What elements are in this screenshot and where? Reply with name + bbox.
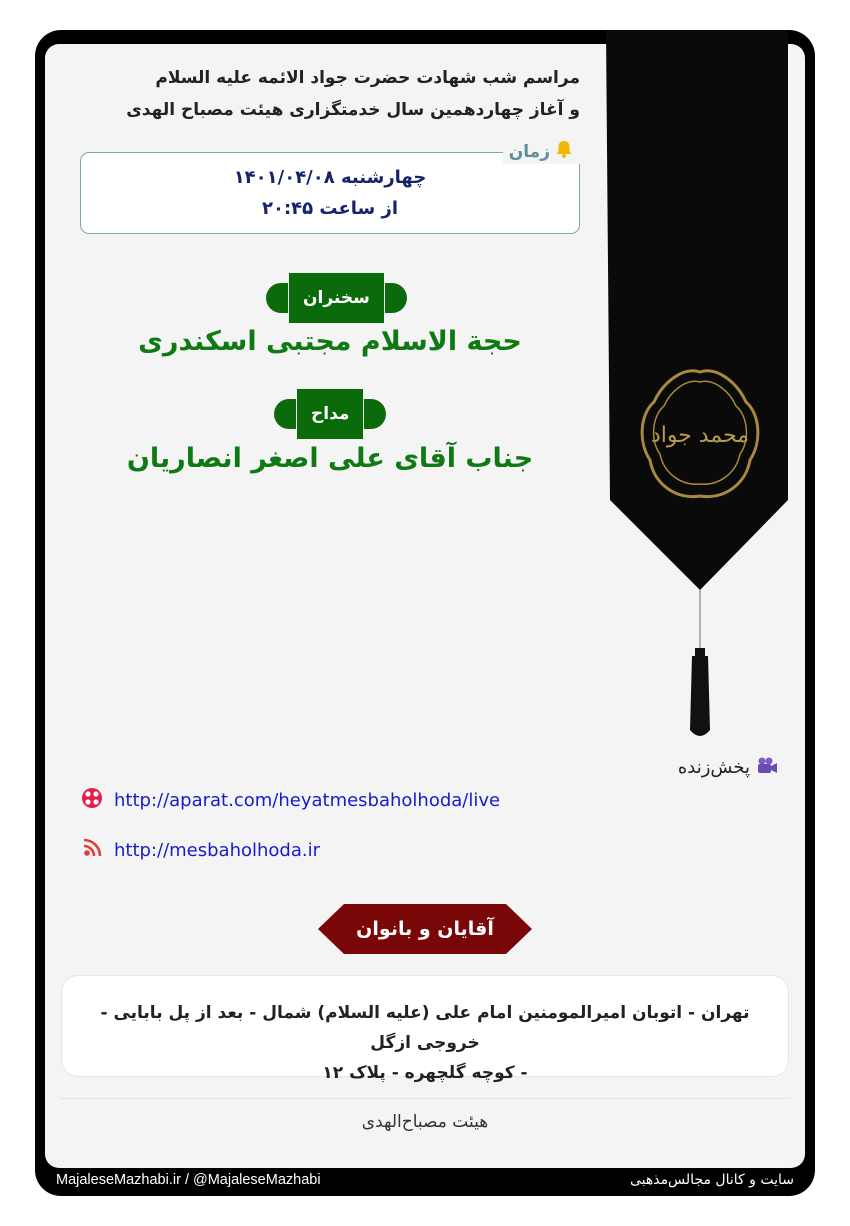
bell-icon: [554, 139, 574, 164]
website-link-row[interactable]: [80, 836, 320, 865]
video-camera-icon: [756, 756, 778, 779]
event-headline: [120, 62, 580, 126]
eulogist-name: جناب آقای علی اصغر انصاریان: [126, 443, 534, 474]
address: [80, 998, 770, 1088]
speaker-name: حجة الاسلام مجتبی اسکندری: [138, 326, 522, 357]
audience-label: آقایان و بانوان: [344, 904, 506, 954]
time-details: [80, 162, 580, 224]
speaker-tag: [288, 275, 385, 321]
eulogist-tag-label: مداح: [296, 389, 364, 439]
address-line-1: تهران - اتوبان امیرالمومنین امام علی (علیه السلام) شمال - بعد از پل بابایی - خروجی ازگل: [100, 1003, 750, 1053]
emblem-text: محمد جواد: [650, 423, 750, 448]
headline-line-2: و آغاز چهاردهمین سال خدمتگزاری هیئت مصباح الهدی: [126, 100, 580, 120]
event-hour: از ساعت ۲۰:۴۵: [261, 198, 399, 219]
time-label: [503, 139, 580, 164]
event-date: چهارشنبه ۱۴۰۱/۰۴/۰۸: [233, 167, 427, 188]
address-line-2: - کوچه گلچهره - پلاک ۱۲: [322, 1063, 528, 1083]
footer-site-channel: MajaleseMazhabi.ir / @MajaleseMazhabi: [56, 1172, 321, 1188]
divider: [60, 1098, 790, 1099]
website-url[interactable]: http://mesbaholhoda.ir: [114, 840, 321, 861]
eulogist-tag: [296, 391, 364, 437]
time-label-text: زمان: [508, 141, 550, 162]
footer-caption: سایت و کانال مجالس‌مذهبی: [629, 1172, 794, 1188]
mourning-banner: [606, 30, 788, 740]
live-title-text: پخش‌زنده: [677, 757, 750, 778]
broadcast-icon: [80, 836, 104, 865]
live-broadcast-title: [678, 756, 778, 779]
aparat-icon: [80, 786, 104, 815]
organizer-name: هیئت مصباح‌الهدی: [361, 1112, 489, 1132]
speaker-tag-label: سخنران: [288, 273, 385, 323]
audience-ribbon: [318, 904, 532, 954]
headline-line-1: مراسم شب شهادت حضرت جواد الائمه علیه السلام: [155, 68, 580, 88]
aparat-url[interactable]: http://aparat.com/heyatmesbaholhoda/live: [114, 790, 501, 811]
aparat-link-row[interactable]: [80, 786, 500, 815]
